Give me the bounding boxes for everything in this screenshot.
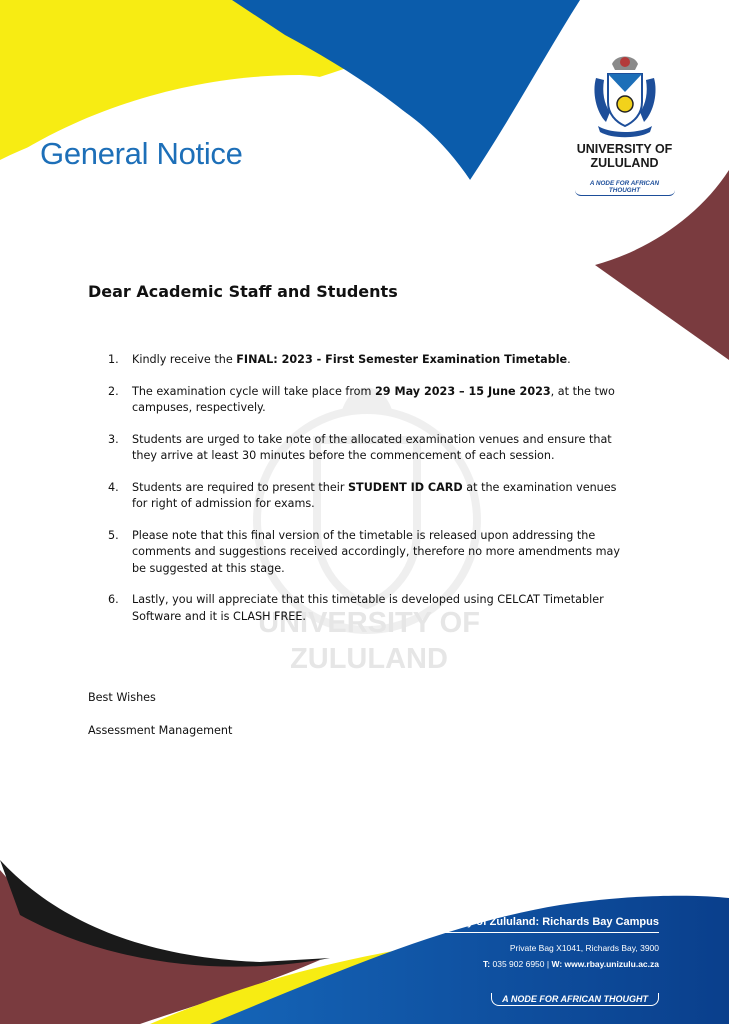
university-logo [572, 52, 677, 196]
notice-item [108, 432, 628, 465]
logo-tagline: A NODE FOR AFRICAN THOUGHT [575, 180, 675, 196]
tel-label: T: [483, 959, 491, 969]
notice-item [108, 352, 628, 369]
watermark-line1: UNIVERSITY OF [258, 607, 480, 639]
footer-contact: T: 035 902 6950 | W: www.rbay.unizulu.ac.za [483, 959, 659, 969]
item-bold-text: FINAL: 2023 - First Semester Examination Timetable [236, 353, 568, 366]
item-bold-text: STUDENT ID CARD [348, 480, 463, 494]
notice-item [108, 384, 628, 417]
item-text: , at the two campuses, respectively. [132, 384, 615, 414]
footer-address: Private Bag X1041, Richards Bay, 3900 [509, 943, 659, 953]
item-number: 6. [108, 593, 119, 606]
item-number: 3. [108, 432, 119, 446]
item-text: Students are required to present their [132, 480, 348, 494]
item-bold-text: 29 May 2023 – 15 June 2023 [374, 384, 551, 398]
item-text: at the examination venues for right of admission for exams. [132, 480, 617, 510]
notice-item [108, 480, 628, 513]
item-number: 1. [108, 353, 119, 366]
web-label: W: [551, 959, 563, 969]
item-text: Students are urged to take note of the allocated examination venues and ensure that they arrive at least 30 minutes before the commencement of each session. [132, 432, 612, 462]
item-number: 5. [108, 528, 119, 542]
greeting: Dear Academic Staff and Students [88, 282, 398, 301]
watermark-line2: ZULULAND [290, 643, 448, 675]
footer-web-link[interactable]: www.rbay.unizulu.ac.za [564, 959, 659, 969]
notice-item [108, 592, 628, 625]
item-number: 2. [108, 384, 119, 398]
item-text: Kindly receive the [132, 353, 237, 366]
notice-item [108, 528, 628, 578]
notice-items-list [108, 352, 628, 640]
footer-tel: 035 902 6950 [492, 959, 545, 969]
page-title: General Notice [40, 136, 243, 171]
university-name-line1: UNIVERSITY OF [576, 142, 673, 156]
item-text: . [567, 353, 571, 366]
item-text: Please note that this final version of the timetable is released upon addressing the comments and suggestions received accordingly, therefore no more amendments may be suggested at this stage. [132, 528, 621, 575]
maroon-right-shape [595, 170, 729, 360]
item-number: 4. [108, 480, 119, 494]
footer-campus: University of Zululand: Richards Bay Campus [420, 916, 659, 933]
item-text: Lastly, you will appreciate that this timetable is developed using CELCAT Timetabler Software and it is CLASH FREE. [132, 593, 604, 623]
item-text: The examination cycle will take place from [132, 384, 375, 398]
coat-of-arms-icon [590, 52, 660, 140]
footer-tagline: A NODE FOR AFRICAN THOUGHT [491, 993, 659, 1006]
closing-text: Best Wishes [88, 691, 156, 704]
footer-contact-block [420, 916, 659, 1007]
university-name-line2: ZULULAND [590, 156, 659, 170]
signature-text: Assessment Management [88, 724, 233, 737]
